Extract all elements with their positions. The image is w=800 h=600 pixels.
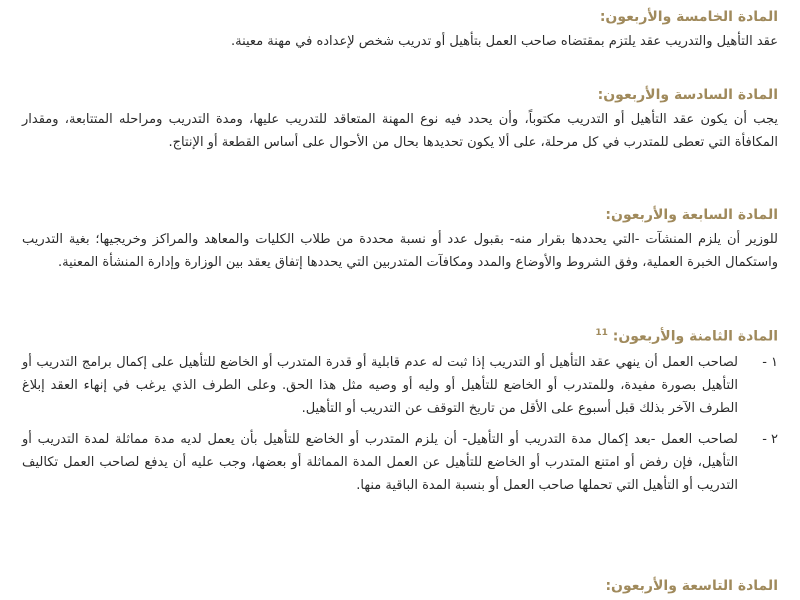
article-48-item-2: [22, 428, 778, 497]
article-48: [22, 322, 778, 497]
article-47-text: للوزير أن يلزم المنشآت -التي يحددها بقرار منه- بقبول عدد أو نسبة محددة من طلاب الكليات والمعاهد والمراكز وخريجيها؛ بغية التدريب واستكمال الخبرة العملية، وفق الشروط والأوضاع والمدد ومكافآت المتدربين التي يحددها إتفاق يعقد بين الوزارة وإدارة المنشأة المعنية.: [22, 232, 778, 270]
article-45-heading: المادة الخامسة والأربعون:: [599, 9, 778, 25]
footnote-marker: 11: [595, 328, 608, 338]
item-number: ١ -: [762, 354, 778, 370]
article-48-heading-text: المادة الثامنة والأربعون:: [612, 328, 778, 345]
article-47: [22, 204, 778, 274]
article-46: [22, 84, 778, 154]
item-text: لصاحب العمل -بعد إكمال مدة التدريب أو التأهيل- أن يلزم المتدرب أو الخاضع للتأهيل بأن يعمل لديه مدة مماثلة لمدة التدريب أو التأهيل، فإن رفض أو امتنع المتدرب أو الخاضع للتأهيل عن العمل المدة المماثلة أو بعضها، وجب عليه أن يدفع لصاحب العمل تكاليف التدريب أو التأهيل التي تحملها صاحب العمل أو بنسبة المدة الباقية منها.: [22, 431, 738, 493]
article-46-text: يجب أن يكون عقد التأهيل أو التدريب مكتوباً، وأن يحدد فيه نوع المهنة المتعاقد للتدريب عليها، ومدة التدريب ومراحله المتتابعة، ومقدار المكافأة التي تعطى للمتدرب في كل مرحلة، على ألا يكون تحديدها بحال من الأحوال على أساس القطعة أو الإنتاج.: [22, 112, 778, 150]
article-46-heading: المادة السادسة والأربعون:: [597, 87, 778, 103]
article-45: [22, 6, 778, 53]
article-47-heading: المادة السابعة والأربعون:: [605, 207, 778, 223]
article-49-heading: المادة التاسعة والأربعون:: [605, 578, 778, 594]
item-number: ٢ -: [762, 431, 778, 447]
article-49: [22, 575, 778, 597]
article-45-text: عقد التأهيل والتدريب عقد يلتزم بمقتضاه صاحب العمل بتأهيل أو تدريب شخص لإعداده في مهنة معينة.: [230, 34, 778, 49]
article-48-heading: [22, 322, 778, 348]
item-text: لصاحب العمل أن ينهي عقد التأهيل أو التدريب إذا ثبت له عدم قابلية أو قدرة المتدرب أو الخاضع للتأهيل على إكمال برامج التدريب أو التأهيل بصورة مفيدة، وللمتدرب أو الخاضع للتأهيل أو وليه أو وصيه مثل هذا الحق. وعلى الطرف الذي يرغب في إنهاء العقد إبلاغ الطرف الآخر بذلك قبل أسبوع على الأقل من تاريخ التوقف عن التدريب أو التأهيل.: [22, 354, 738, 416]
article-48-item-1: [22, 351, 778, 420]
